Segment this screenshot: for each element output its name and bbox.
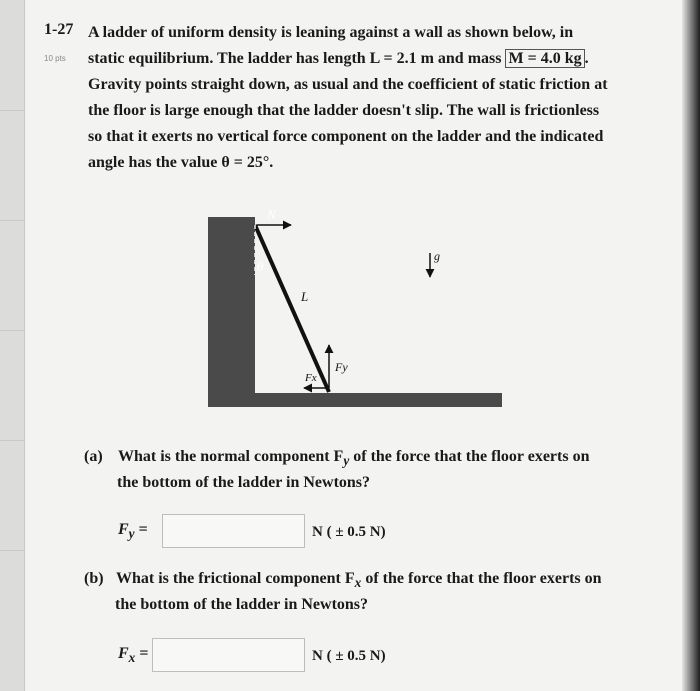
label-Fx: Fx xyxy=(305,372,317,384)
part-a-var xyxy=(118,521,148,542)
label-theta: θ xyxy=(257,259,264,274)
part-a-question xyxy=(118,448,589,469)
part-b-question xyxy=(116,570,602,591)
margin-divider xyxy=(0,550,24,551)
ladder-diagram xyxy=(205,205,505,415)
problem-line: A ladder of uniform density is leaning against a wall as shown below, in xyxy=(88,24,574,41)
part-b-unit: N ( ± 0.5 N) xyxy=(312,648,386,664)
part-b-text-rest: of the force that the floor exerts on xyxy=(365,570,602,587)
part-a-sub: y xyxy=(343,453,350,469)
part-a-var-letter: F xyxy=(118,521,129,538)
part-a-text: What is the normal component F xyxy=(118,448,344,465)
mass-value-box: M = 4.0 kg xyxy=(505,49,584,68)
fx-answer-input[interactable] xyxy=(152,638,305,672)
page-right-edge xyxy=(682,0,700,691)
margin-divider xyxy=(0,220,24,221)
part-b-var-sub: x xyxy=(128,650,136,666)
part-b-var-letter: F xyxy=(118,645,129,662)
part-a-question-line2: the bottom of the ladder in Newtons? xyxy=(117,474,371,491)
part-a-text-rest: of the force that the floor exerts on xyxy=(353,448,590,465)
part-a-label: (a) xyxy=(84,448,103,465)
part-a-var-sub: y xyxy=(128,526,135,542)
part-b-var xyxy=(118,645,148,666)
problem-line: angle has the value θ = 25°. xyxy=(88,154,274,171)
part-b-sub: x xyxy=(354,575,362,591)
question-number: 1-27 xyxy=(44,21,74,38)
part-b-question-line2: the bottom of the ladder in Newtons? xyxy=(115,596,369,613)
margin-divider xyxy=(0,440,24,441)
question-points: 10 pts xyxy=(44,54,66,63)
label-N: N xyxy=(267,207,276,222)
problem-line-text: static equilibrium. The ladder has length L = 2.1 m and mass xyxy=(88,50,502,67)
margin-divider xyxy=(0,330,24,331)
part-b-equals: = xyxy=(139,645,149,662)
part-b-text: What is the frictional component F xyxy=(116,570,355,587)
ladder xyxy=(255,225,329,392)
part-b-label: (b) xyxy=(84,570,104,587)
label-g: g xyxy=(434,249,440,263)
problem-line: Gravity points straight down, as usual and the coefficient of static friction at xyxy=(88,76,608,93)
problem-line: the floor is large enough that the ladder doesn't slip. The wall is frictionless xyxy=(88,102,600,119)
part-a-unit: N ( ± 0.5 N) xyxy=(312,524,386,540)
floor xyxy=(208,393,502,407)
problem-line: so that it exerts no vertical force component on the ladder and the indicated xyxy=(88,128,604,145)
label-L: L xyxy=(301,289,309,304)
wall xyxy=(208,217,255,397)
left-margin-strip xyxy=(0,0,25,691)
problem-line: static equilibrium. The ladder has length L = 2.1 m and mass M = 4.0 kg . xyxy=(88,50,589,67)
problem-statement xyxy=(88,20,648,176)
margin-divider xyxy=(0,110,24,111)
label-Fy: Fy xyxy=(335,360,348,374)
fy-answer-input[interactable] xyxy=(162,514,305,548)
part-a-equals: = xyxy=(138,521,148,538)
